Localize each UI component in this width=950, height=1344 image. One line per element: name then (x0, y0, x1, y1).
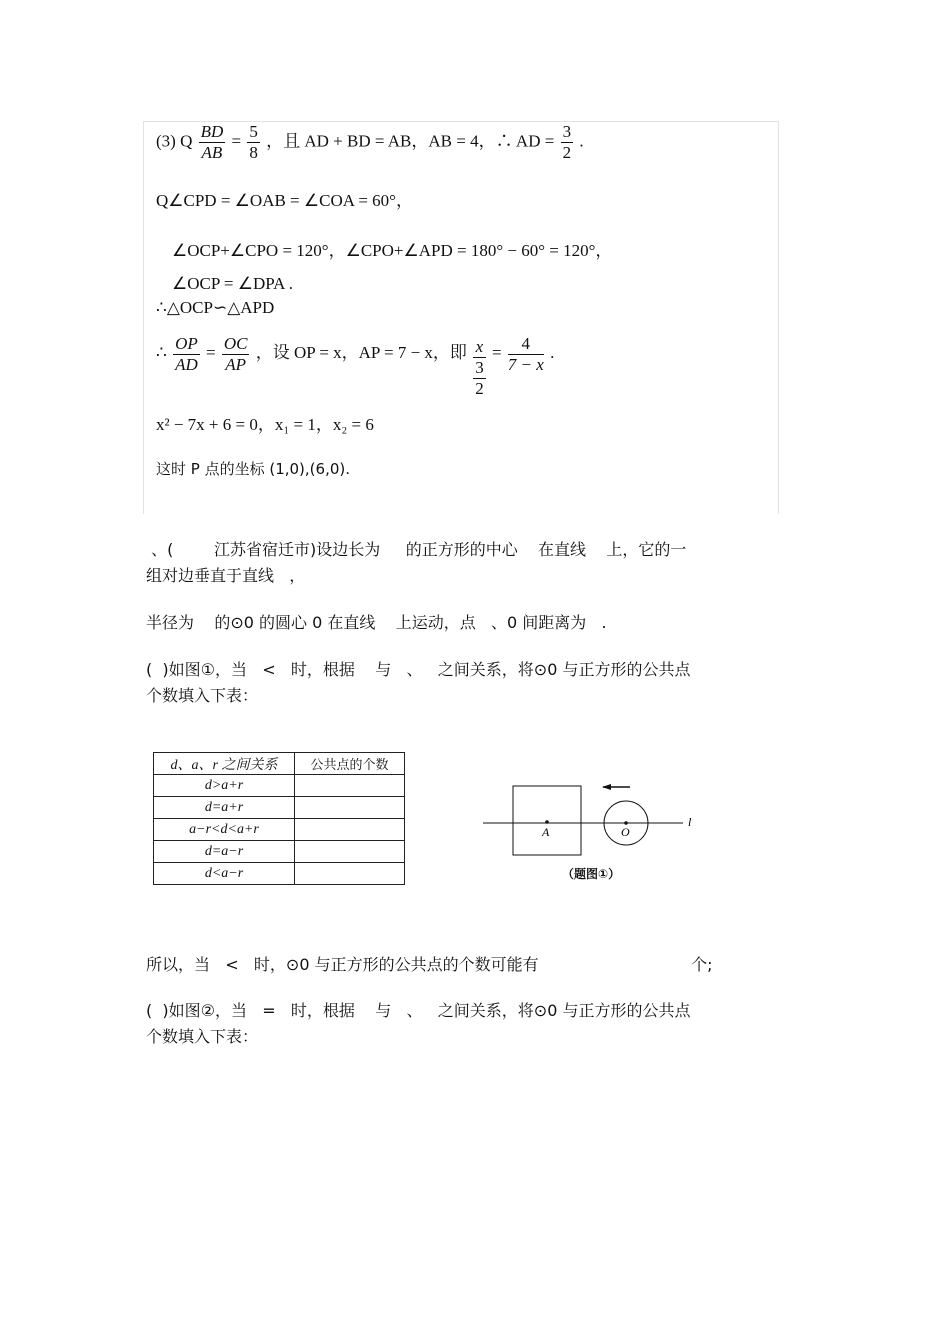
table-cell-count[interactable] (295, 841, 405, 863)
period: . (579, 131, 584, 151)
table-cell-relation: d=a+r (154, 797, 295, 819)
figure-1-caption: （题图①） (562, 867, 621, 881)
fraction-5-8: $\frac{5}{8}$ (249, 122, 258, 162)
equals-sign: = (206, 342, 216, 362)
fraction-bd-ab: $\frac{BD}{AB}$ (200, 122, 224, 162)
question-paragraph-1b: 组对边垂直于直线 ， (146, 566, 306, 585)
condition-text: ，且 AD + BD = AB，AB = 4，∴ AD = (266, 131, 555, 151)
equals-sign-2: = (491, 342, 502, 362)
fraction-oc-ap: $\frac{OC}{AP}$ (223, 333, 248, 374)
arrow-head-icon (602, 784, 611, 790)
table-cell-relation: d<a−r (154, 863, 295, 885)
table-row (154, 863, 405, 885)
table-header-relation: d、a、r 之间关系 (154, 753, 295, 775)
solution-line-6 (156, 323, 555, 398)
table-cell-count[interactable] (295, 797, 405, 819)
table-cell-relation: d>a+r (154, 775, 295, 797)
table-row (154, 841, 405, 863)
solution-line-3: ∠OCP+∠CPO = 120°，∠CPO+∠APD = 180° − 60° = 120°， (172, 241, 613, 260)
table-cell-relation: a−r<d<a+r (154, 819, 295, 841)
table-header-row (154, 753, 405, 775)
solution-line-5: ∴△OCP∽△APD (156, 298, 275, 317)
part-label: (3) (156, 131, 176, 151)
question-paragraph-4: 所以，当 < 时，⊙0 与正方形的公共点的个数可能有 个; (146, 955, 713, 974)
solution-line-4: ∠OCP = ∠DPA . (172, 274, 294, 293)
table-cell-count[interactable] (295, 775, 405, 797)
question-paragraph-5a: ( )如图②，当 = 时，根据 与 、 之间关系，将⊙0 与正方形的公共点 (146, 1001, 691, 1020)
fraction-4-7minusx: $\frac{4}{7 - x}$ (507, 333, 544, 374)
fraction-op-ad: $\frac{OP}{AD}$ (175, 333, 198, 374)
because-symbol: Q (180, 131, 193, 151)
label-a: A (542, 825, 550, 839)
solution-line-7: x² − 7x + 6 = 0，x₁ = 1，x₂ = 6 (156, 415, 374, 434)
question-paragraph-3a: ( )如图①，当 < 时，根据 与 、 之间关系，将⊙0 与正方形的公共点 (146, 660, 691, 679)
label-l: l (688, 815, 692, 829)
question-paragraph-3b: 个数填入下表： (146, 686, 259, 705)
relation-table (153, 752, 405, 885)
solution-line-2: Q∠CPD = ∠OAB = ∠COA = 60°， (156, 191, 413, 210)
table-cell-relation: d=a−r (154, 841, 295, 863)
question-paragraph-2: 半径为 的⊙0 的圆心 0 在直线 上运动，点 、0 间距离为 . (146, 613, 607, 632)
table-header-count: 公共点的个数 (295, 753, 405, 775)
question-paragraph-1a: 、( 江苏省宿迁市)设边长为 的正方形的中心 在直线 上，它的一 (146, 540, 687, 559)
label-o: O (621, 825, 630, 839)
therefore-symbol: ∴ (156, 342, 167, 362)
table-row (154, 797, 405, 819)
table-cell-count[interactable] (295, 819, 405, 841)
table-row (154, 819, 405, 841)
fraction-x-over-3-2: $\frac{x}{\frac{3}{2}}$ (475, 337, 484, 398)
period: . (550, 342, 555, 362)
solution-line-8: 这时 P 点的坐标 (1,0),(6,0). (156, 460, 351, 478)
fraction-3-2: $\frac{3}{2}$ (562, 122, 572, 162)
center-point-a (545, 820, 549, 824)
equals-sign: = (231, 131, 242, 151)
substitution-text: ，设 OP = x，AP = 7 − x，即 (255, 342, 467, 362)
table-row (154, 775, 405, 797)
question-paragraph-5b: 个数填入下表： (146, 1027, 259, 1046)
table-cell-count[interactable] (295, 863, 405, 885)
figure-1-diagram (478, 780, 698, 862)
solution-line-1 (156, 122, 584, 163)
